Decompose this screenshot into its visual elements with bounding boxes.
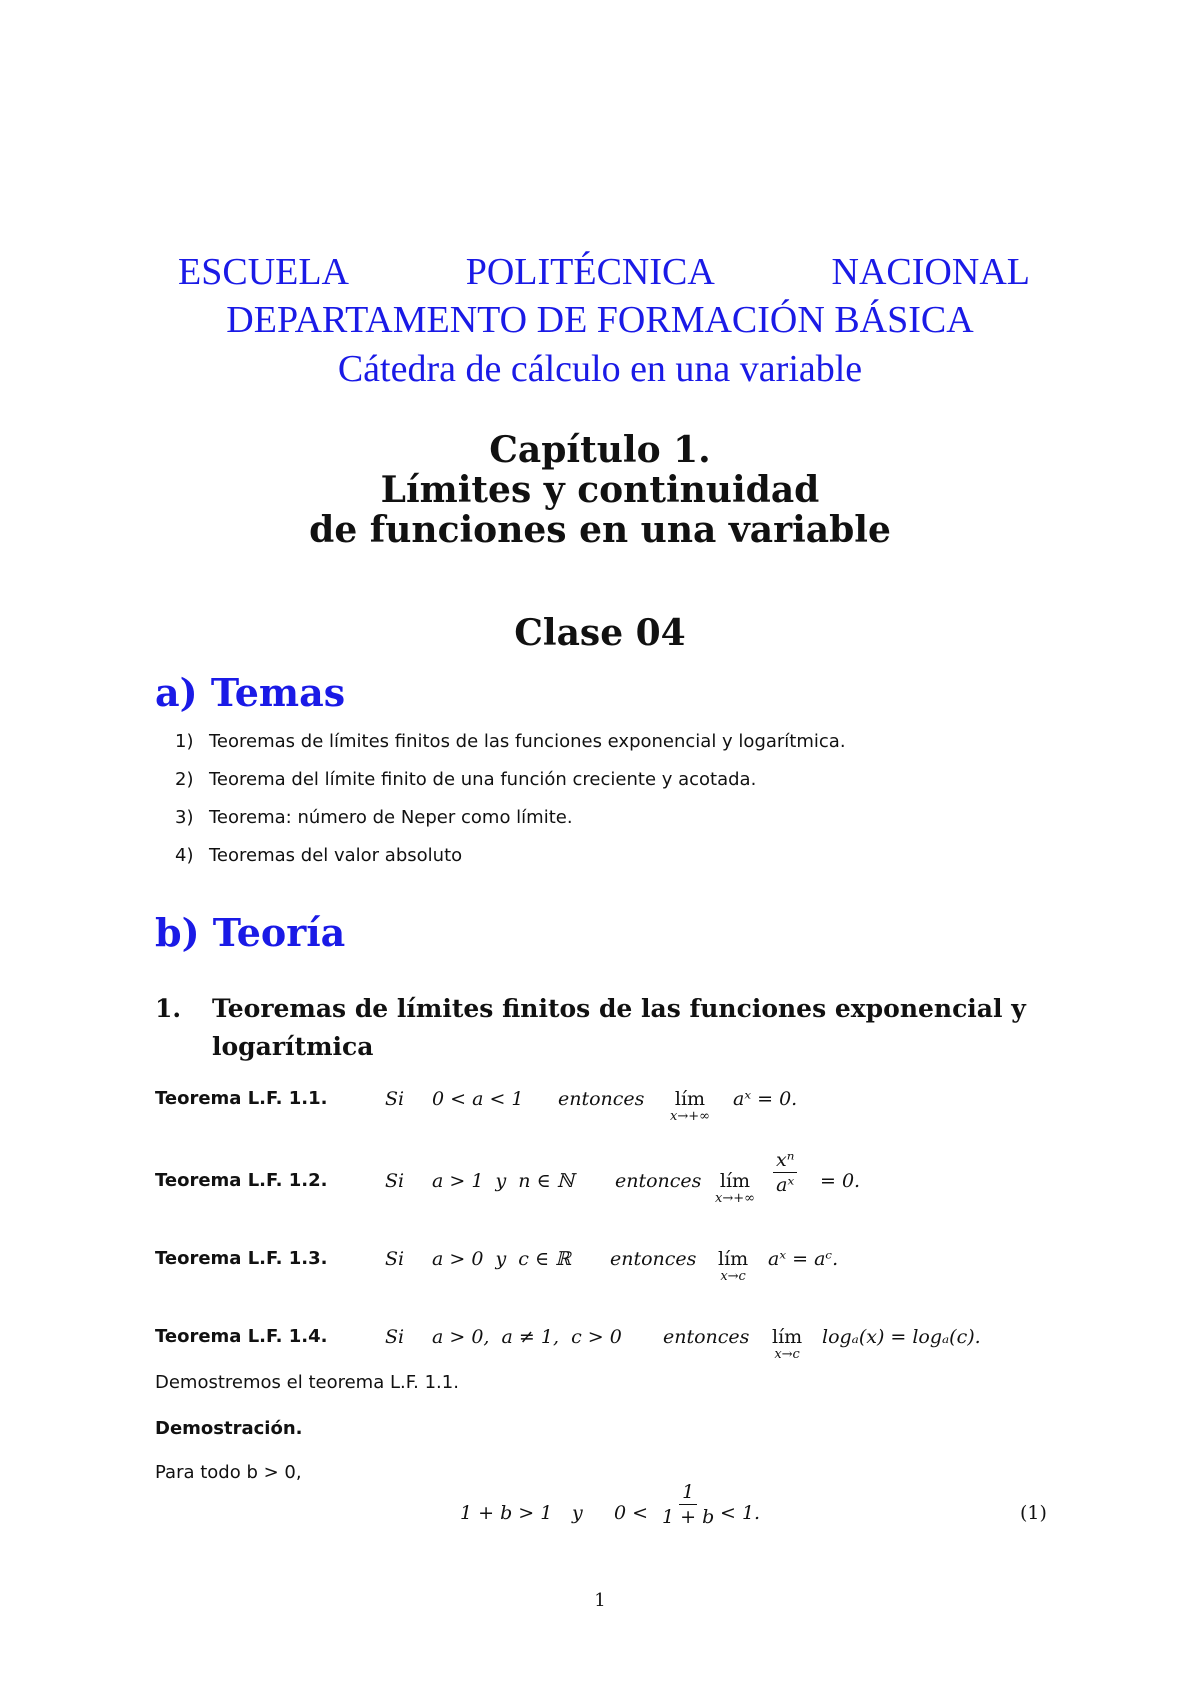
equation-1 bbox=[0, 1481, 1200, 1542]
eq-y: y bbox=[572, 1502, 583, 1524]
page-number: 1 bbox=[594, 1590, 606, 1611]
theorem-then: entonces bbox=[615, 1170, 702, 1192]
section-a-title: a) Temas bbox=[155, 670, 346, 715]
theorem-expression: aˣ = aᶜ. bbox=[768, 1248, 839, 1270]
theorem-then: entonces bbox=[610, 1248, 697, 1270]
school-word-1: ESCUELA bbox=[178, 251, 349, 293]
theorem-si: Si bbox=[385, 1088, 405, 1110]
theorem-then: entonces bbox=[663, 1326, 750, 1348]
theorem-condition: 0 < a < 1 bbox=[432, 1088, 524, 1110]
proof-heading: Demostración. bbox=[155, 1418, 303, 1439]
theorem-si: Si bbox=[385, 1170, 405, 1192]
school-name bbox=[178, 250, 1030, 294]
limit-operator: lím x→+∞ bbox=[670, 1088, 710, 1124]
eq-fraction bbox=[662, 1480, 714, 1529]
list-item: 4) Teoremas del valor absoluto bbox=[175, 845, 463, 866]
department-name: DEPARTAMENTO DE FORMACIÓN BÁSICA bbox=[226, 299, 974, 341]
chapter-number: Capítulo 1. bbox=[489, 429, 711, 471]
theorem-label: Teorema L.F. 1.1. bbox=[155, 1088, 328, 1109]
school-word-2: POLITÉCNICA bbox=[465, 251, 715, 293]
theorem-condition: a > 0 y c ∈ ℝ bbox=[432, 1248, 571, 1270]
course-name: Cátedra de cálculo en una variable bbox=[337, 348, 863, 390]
theorem-expression: = 0. bbox=[820, 1170, 861, 1192]
proof-intro: Demostremos el teorema L.F. 1.1. bbox=[155, 1372, 459, 1393]
fraction-numerator: 1 bbox=[679, 1480, 697, 1505]
limit-operator: lím x→c bbox=[772, 1326, 803, 1362]
subsection-number: 1. bbox=[155, 994, 182, 1023]
fraction-denominator: aˣ bbox=[776, 1174, 795, 1196]
topics-list bbox=[175, 730, 846, 882]
theorem-si: Si bbox=[385, 1326, 405, 1348]
limit-operator: lím x→c bbox=[718, 1248, 749, 1284]
section-b-title: b) Teoría bbox=[155, 910, 346, 955]
list-item: 3) Teorema: número de Neper como límite. bbox=[175, 807, 573, 828]
theorem-label: Teorema L.F. 1.2. bbox=[155, 1170, 328, 1191]
theorem-si: Si bbox=[385, 1248, 405, 1270]
limit-fraction bbox=[773, 1148, 797, 1197]
proof-paragraph: Para todo b > 0, bbox=[155, 1462, 302, 1483]
theorem-label: Teorema L.F. 1.4. bbox=[155, 1326, 328, 1347]
theorem-then: entonces bbox=[558, 1088, 645, 1110]
list-item: 2) Teorema del límite finito de una función creciente y acotada. bbox=[175, 769, 757, 790]
eq-right: < 1. bbox=[720, 1502, 761, 1524]
school-word-3: NACIONAL bbox=[831, 251, 1030, 293]
theorem-label: Teorema L.F. 1.3. bbox=[155, 1248, 328, 1269]
chapter-title-line-1: Límites y continuidad bbox=[380, 469, 820, 511]
theorem-expression: aˣ = 0. bbox=[733, 1088, 798, 1110]
fraction-numerator: xⁿ bbox=[773, 1148, 797, 1173]
fraction-denominator: 1 + b bbox=[662, 1506, 715, 1528]
equation-number: (1) bbox=[1020, 1502, 1047, 1524]
theorem-condition: a > 0, a ≠ 1, c > 0 bbox=[432, 1326, 622, 1348]
subsection-title: Teoremas de límites finitos de las funciones exponencial y logarítmica bbox=[212, 994, 1026, 1061]
limit-operator: lím x→+∞ bbox=[715, 1170, 755, 1206]
chapter-title-line-2: de funciones en una variable bbox=[309, 509, 891, 551]
eq-mid: 0 < bbox=[614, 1502, 649, 1524]
class-title: Clase 04 bbox=[514, 612, 686, 654]
eq-left: 1 + b > 1 bbox=[460, 1502, 553, 1524]
theorem-condition: a > 1 y n ∈ ℕ bbox=[432, 1170, 575, 1192]
theorem-expression: logₐ(x) = logₐ(c). bbox=[822, 1326, 981, 1348]
list-item: 1) Teoremas de límites finitos de las funciones exponencial y logarítmica. bbox=[175, 731, 846, 752]
